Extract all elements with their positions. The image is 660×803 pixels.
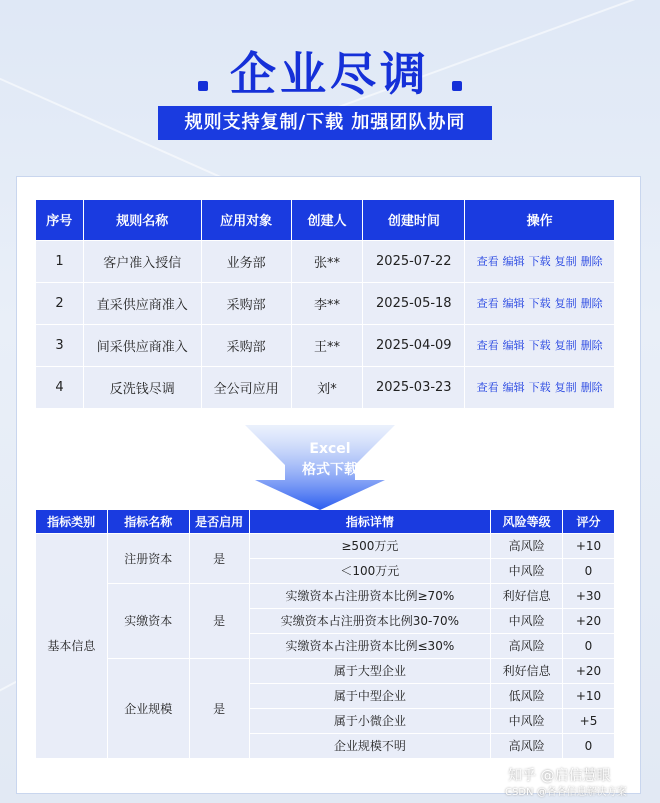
cell-indicator-name: 注册资本	[107, 533, 189, 583]
cell-detail: 实缴资本占注册资本比例30-70%	[249, 608, 491, 633]
row-target: 业务部	[201, 240, 291, 282]
row-index: 3	[36, 324, 84, 366]
delete-link[interactable]: 删除	[580, 297, 603, 310]
row-index: 4	[36, 366, 84, 408]
row-target: 全公司应用	[201, 366, 291, 408]
title-dot-right	[452, 81, 462, 91]
cell-indicator-name: 实缴资本	[107, 583, 189, 658]
cell-score: 0	[563, 733, 615, 758]
row-rule-name: 间采供应商准入	[83, 324, 201, 366]
cell-detail: 属于小微企业	[249, 708, 491, 733]
cell-detail: ≥500万元	[249, 533, 491, 558]
row-rule-name: 反洗钱尽调	[83, 366, 201, 408]
header-indicator-name: 指标名称	[107, 510, 189, 533]
cell-detail: 企业规模不明	[249, 733, 491, 758]
view-link[interactable]: 查看	[476, 339, 499, 352]
table-row	[36, 583, 615, 608]
header-category: 指标类别	[36, 510, 108, 533]
cell-score: +20	[563, 658, 615, 683]
cell-risk: 中风险	[491, 608, 563, 633]
title-dot-left	[198, 81, 208, 91]
cell-risk: 中风险	[491, 558, 563, 583]
download-link[interactable]: 下载	[528, 255, 551, 268]
cell-detail: 属于中型企业	[249, 683, 491, 708]
row-target: 采购部	[201, 282, 291, 324]
header-target: 应用对象	[201, 200, 291, 240]
rules-table-header	[36, 200, 615, 240]
view-link[interactable]: 查看	[476, 255, 499, 268]
cell-detail: ＜100万元	[249, 558, 491, 583]
cell-score: 0	[563, 633, 615, 658]
row-creator: 刘*	[291, 366, 363, 408]
edit-link[interactable]: 编辑	[502, 255, 525, 268]
copy-link[interactable]: 复制	[554, 255, 577, 268]
cell-risk: 高风险	[491, 633, 563, 658]
cell-risk: 中风险	[491, 708, 563, 733]
table-row	[36, 366, 615, 408]
edit-link[interactable]: 编辑	[502, 297, 525, 310]
cell-risk: 高风险	[491, 533, 563, 558]
header-index: 序号	[36, 200, 84, 240]
table-row	[36, 658, 615, 683]
row-rule-name: 直采供应商准入	[83, 282, 201, 324]
table-row	[36, 240, 615, 282]
cell-enabled: 是	[189, 658, 249, 758]
copy-link[interactable]: 复制	[554, 339, 577, 352]
cell-category: 基本信息	[36, 533, 108, 758]
cell-risk: 低风险	[491, 683, 563, 708]
cell-score: +10	[563, 533, 615, 558]
cell-detail: 实缴资本占注册资本比例≥70%	[249, 583, 491, 608]
download-link[interactable]: 下载	[528, 339, 551, 352]
cell-risk: 高风险	[491, 733, 563, 758]
edit-link[interactable]: 编辑	[502, 381, 525, 394]
page-header	[0, 38, 660, 104]
header-enabled: 是否启用	[189, 510, 249, 533]
row-created: 2025-05-18	[363, 282, 465, 324]
cell-score: +10	[563, 683, 615, 708]
row-actions	[465, 282, 615, 324]
arrow-label-excel: Excel	[309, 441, 351, 457]
row-rule-name: 客户准入授信	[83, 240, 201, 282]
header-risk: 风险等级	[491, 510, 563, 533]
arrow-label-format: 格式下载	[302, 462, 358, 478]
table-row	[36, 324, 615, 366]
cell-detail: 实缴资本占注册资本比例≤30%	[249, 633, 491, 658]
indicator-table	[35, 510, 615, 759]
row-actions	[465, 240, 615, 282]
header-actions: 操作	[465, 200, 615, 240]
row-creator: 张**	[291, 240, 363, 282]
row-actions	[465, 366, 615, 408]
delete-link[interactable]: 删除	[580, 339, 603, 352]
header-created: 创建时间	[363, 200, 465, 240]
watermark-zhihu: 知乎 @启信慧眼	[508, 768, 611, 784]
watermark-csdn: CSDN @各各信息解决方案	[505, 787, 627, 798]
row-index: 2	[36, 282, 84, 324]
cell-score: +5	[563, 708, 615, 733]
header-score: 评分	[563, 510, 615, 533]
download-link[interactable]: 下载	[528, 297, 551, 310]
table-row	[36, 533, 615, 558]
table-row	[36, 282, 615, 324]
row-creator: 李**	[291, 282, 363, 324]
indicator-table-header	[36, 510, 615, 533]
copy-link[interactable]: 复制	[554, 381, 577, 394]
header-creator: 创建人	[291, 200, 363, 240]
row-index: 1	[36, 240, 84, 282]
cell-score: +30	[563, 583, 615, 608]
cell-detail: 属于大型企业	[249, 658, 491, 683]
cell-risk: 利好信息	[491, 658, 563, 683]
page-subtitle: 规则支持复制/下载 加强团队协同	[158, 106, 492, 140]
cell-score: +20	[563, 608, 615, 633]
download-link[interactable]: 下载	[528, 381, 551, 394]
cell-enabled: 是	[189, 583, 249, 658]
view-link[interactable]: 查看	[476, 381, 499, 394]
delete-link[interactable]: 删除	[580, 381, 603, 394]
row-created: 2025-04-09	[363, 324, 465, 366]
row-created: 2025-03-23	[363, 366, 465, 408]
row-actions	[465, 324, 615, 366]
cell-score: 0	[563, 558, 615, 583]
cell-enabled: 是	[189, 533, 249, 583]
row-target: 采购部	[201, 324, 291, 366]
delete-link[interactable]: 删除	[580, 255, 603, 268]
view-link[interactable]: 查看	[476, 297, 499, 310]
page-title: 企业尽调	[230, 47, 430, 101]
row-creator: 王**	[291, 324, 363, 366]
cell-indicator-name: 企业规模	[107, 658, 189, 758]
copy-link[interactable]: 复制	[554, 297, 577, 310]
rules-table	[35, 200, 615, 409]
header-rule-name: 规则名称	[83, 200, 201, 240]
edit-link[interactable]: 编辑	[502, 339, 525, 352]
row-created: 2025-07-22	[363, 240, 465, 282]
header-detail: 指标详情	[249, 510, 491, 533]
cell-risk: 利好信息	[491, 583, 563, 608]
